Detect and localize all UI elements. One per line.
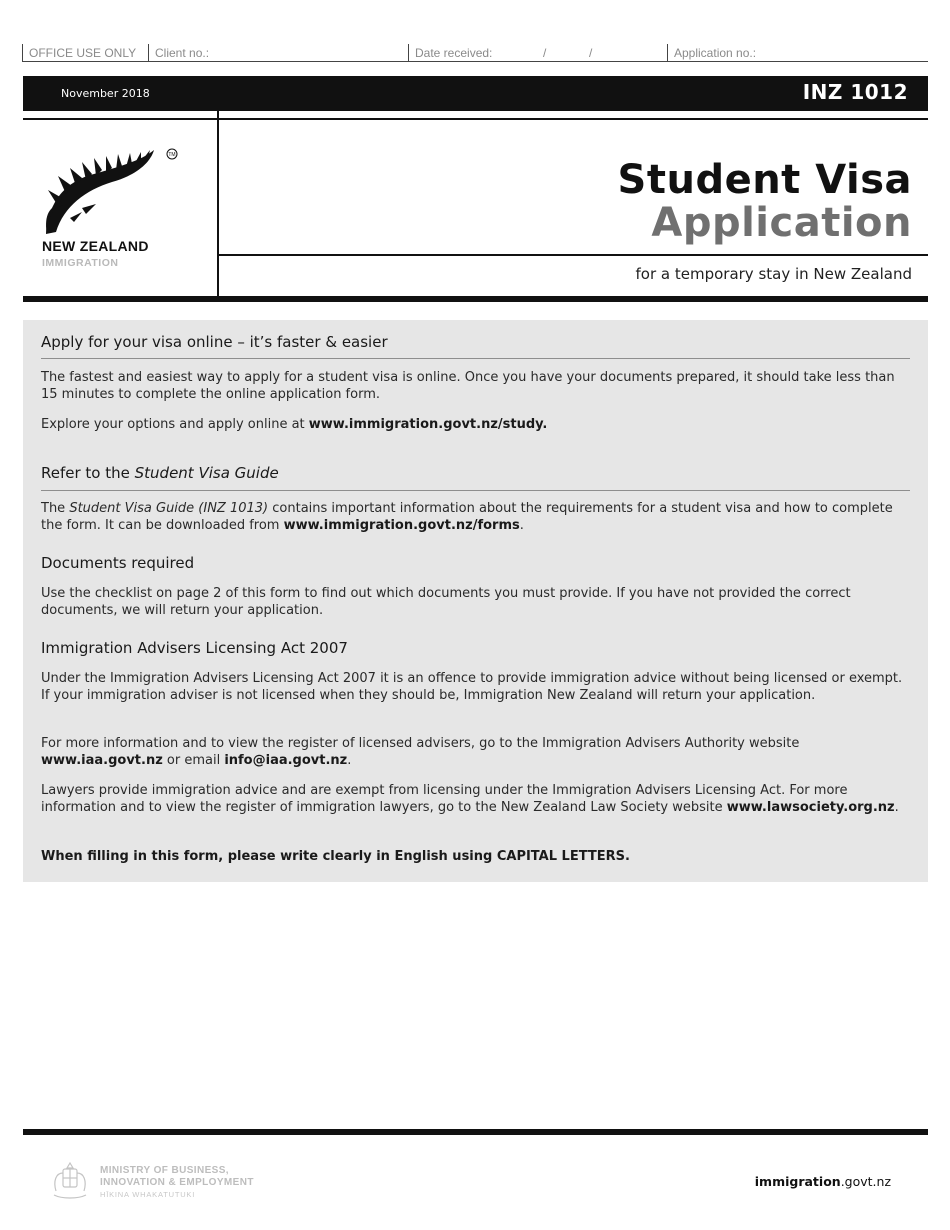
svg-text:TM: TM bbox=[168, 152, 176, 158]
logo-subtitle: IMMIGRATION bbox=[42, 257, 119, 269]
application-no-field: Application no.: bbox=[667, 44, 924, 62]
forms-link[interactable]: www.immigration.govt.nz/forms bbox=[283, 518, 520, 533]
silver-fern-icon bbox=[42, 146, 192, 238]
documents-heading: Documents required bbox=[41, 554, 195, 572]
iaa-email-link[interactable]: info@iaa.govt.nz bbox=[224, 753, 348, 768]
apply-online-link-para: Explore your options and apply online at www.immigration.govt.nz/study. bbox=[41, 417, 548, 432]
guide-heading: Refer to the Student Visa Guide bbox=[41, 464, 279, 482]
advisers-para2: For more information and to view the register of licensed advisers, go to the Immigration Advisers Authority website www.iaa.govt.nz or email info@iaa.govt.nz. bbox=[41, 736, 800, 768]
advisers-para1: Under the Immigration Advisers Licensing Act 2007 it is an offence to provide immigration advice without being licensed or exempt. If your immigration adviser is not licensed when they should be, Immigration New Zealand will return your application. bbox=[41, 671, 903, 703]
section-rule bbox=[41, 358, 910, 359]
advisers-heading: Immigration Advisers Licensing Act 2007 bbox=[41, 639, 348, 657]
office-use-row bbox=[22, 44, 928, 62]
website-link[interactable]: immigration.govt.nz bbox=[754, 1174, 891, 1189]
date-received-field: Date received: / / bbox=[408, 44, 665, 62]
study-link[interactable]: www.immigration.govt.nz/study. bbox=[308, 417, 548, 432]
page-title-line1: Student Visa bbox=[617, 157, 912, 203]
nz-immigration-logo bbox=[42, 146, 192, 276]
ministry-maori-name: HĪKINA WHAKATUTUKI bbox=[100, 1190, 196, 1199]
capital-letters-instruction: When filling in this form, please write clearly in English using CAPITAL LETTERS. bbox=[41, 849, 630, 864]
ministry-name: MINISTRY OF BUSINESS, INNOVATION & EMPLOYMENT bbox=[100, 1165, 254, 1188]
page-subtitle: for a temporary stay in New Zealand bbox=[635, 265, 912, 283]
client-no-field: Client no.: bbox=[148, 44, 405, 62]
header-divider bbox=[217, 111, 219, 299]
logo-title: NEW ZEALAND bbox=[42, 238, 149, 254]
apply-online-para: The fastest and easiest way to apply for a student visa is online. Once you have your documents prepared, it should take less than 15 minutes to complete the online application form. bbox=[41, 370, 895, 402]
guide-para: The Student Visa Guide (INZ 1013) contains important information about the requirements for a student visa and how to complete the form. It can be downloaded from www.immigration.govt.nz/forms. bbox=[41, 501, 893, 533]
page-title-line2: Application bbox=[651, 200, 912, 246]
form-date: November 2018 bbox=[61, 87, 150, 100]
lawsociety-link[interactable]: www.lawsociety.org.nz bbox=[726, 800, 895, 815]
footer-rule bbox=[23, 1129, 928, 1135]
documents-para: Use the checklist on page 2 of this form to find out which documents you must provide. If you have not provided the correct documents, we will return your application. bbox=[41, 586, 851, 618]
header-bar bbox=[23, 76, 928, 111]
section-rule bbox=[41, 490, 910, 491]
header-top-rule bbox=[23, 118, 928, 120]
nz-coat-of-arms-icon bbox=[48, 1161, 92, 1201]
iaa-link[interactable]: www.iaa.govt.nz bbox=[41, 753, 163, 768]
advisers-para3: Lawyers provide immigration advice and are exempt from licensing under the Immigration Advisers Licensing Act. For more information and to view the register of immigration lawyers, go to the New Zealand Law Society website www.lawsociety.org.nz. bbox=[41, 783, 899, 815]
apply-online-heading: Apply for your visa online – it’s faster & easier bbox=[41, 333, 388, 351]
office-use-label: OFFICE USE ONLY bbox=[22, 44, 147, 62]
title-rule bbox=[218, 254, 928, 256]
info-panel bbox=[23, 320, 928, 882]
header-bottom-rule bbox=[23, 296, 928, 302]
form-code: INZ 1012 bbox=[802, 80, 908, 104]
